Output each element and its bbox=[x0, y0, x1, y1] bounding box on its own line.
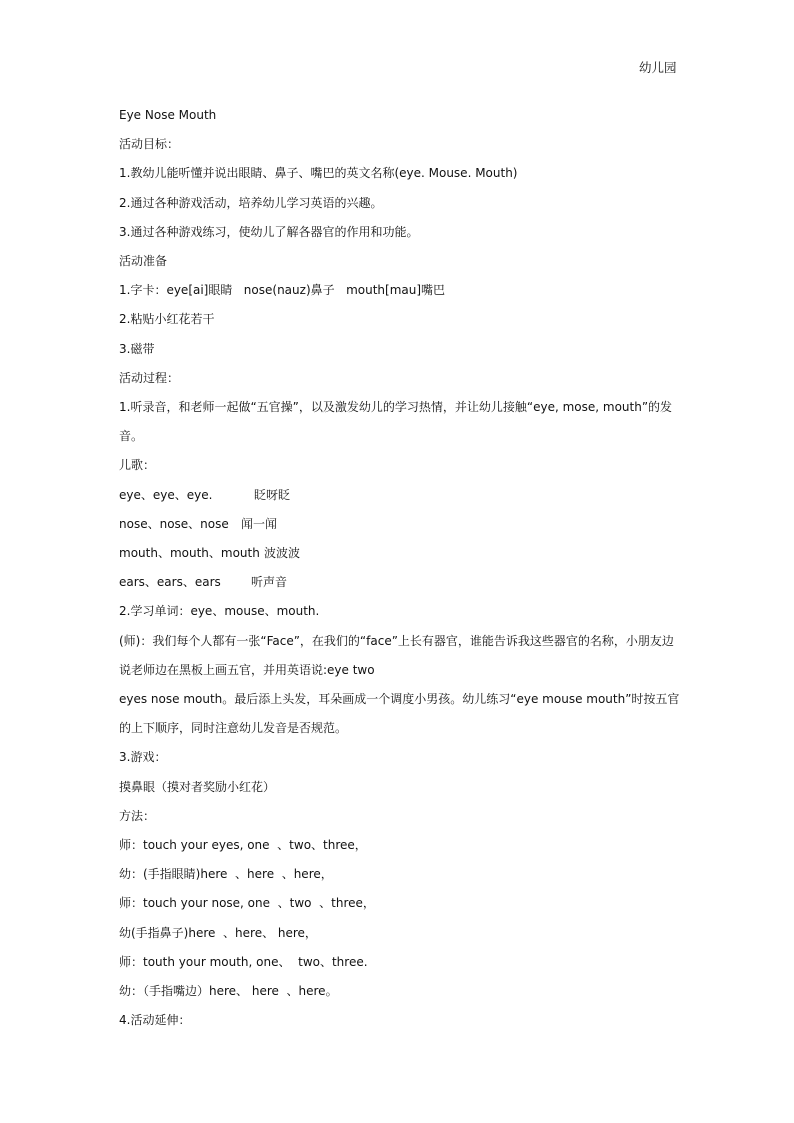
rhyme-chinese: 波波波 bbox=[264, 546, 301, 561]
rhyme-english: eye、eye、eye. bbox=[119, 487, 213, 502]
dialogue-line: 幼：（手指嘴边）here、 here 、here。 bbox=[119, 984, 338, 999]
rhyme-heading: 儿歌： bbox=[119, 458, 156, 473]
process-step-3: 3.游戏： bbox=[119, 750, 167, 765]
prep-heading: 活动准备 bbox=[119, 254, 168, 269]
rhyme-english: mouth、mouth、mouth bbox=[119, 546, 260, 561]
dialogue-line: 师：touch your eyes, one 、two、three， bbox=[119, 838, 367, 853]
dialogue-line: 师：touch your nose, one 、two 、three， bbox=[119, 896, 375, 911]
process-step-2: 2.学习单词：eye、mouse、mouth. bbox=[119, 604, 320, 619]
rhyme-line bbox=[119, 568, 684, 597]
teacher-paragraph-b: eyes nose mouth。最后添上头发，耳朵画成一个调度小男孩。幼儿练习“eye mouse mouth”时按五官的上下顺序，同时注意幼儿发音是否规范。 bbox=[119, 692, 680, 736]
prep-item-1: 1.字卡：eye[ai]眼睛 nose(nauz)鼻子 mouth[mau]嘴巴 bbox=[119, 283, 446, 298]
goals-heading: 活动目标： bbox=[119, 137, 180, 152]
dialogue-line: 幼(手指鼻子)here 、here、 here， bbox=[119, 925, 317, 940]
game-name: 摸鼻眼（摸对者奖励小红花） bbox=[119, 779, 276, 794]
dialogue-line: 师：touth your mouth, one、 two、three. bbox=[119, 954, 368, 969]
goal-item-3: 3.通过各种游戏练习，使幼儿了解各器官的作用和功能。 bbox=[119, 224, 419, 239]
rhyme-chinese: 闻一闻 bbox=[241, 516, 278, 531]
page-header: 幼儿园 bbox=[639, 60, 677, 75]
method-heading: 方法： bbox=[119, 808, 156, 823]
document-title: Eye Nose Mouth bbox=[119, 108, 217, 122]
goal-item-2: 2.通过各种游戏活动，培养幼儿学习英语的兴趣。 bbox=[119, 195, 383, 210]
rhyme-line bbox=[119, 481, 684, 510]
process-heading: 活动过程： bbox=[119, 370, 180, 385]
rhyme-english: nose、nose、nose bbox=[119, 516, 229, 531]
rhyme-chinese: 听声音 bbox=[251, 575, 288, 590]
process-step-1: 1.听录音，和老师一起做“五官操”，以及激发幼儿的学习热情，并让幼儿接触“eye, mose, mouth”的发音。 bbox=[119, 400, 673, 444]
rhyme-line bbox=[119, 539, 684, 568]
rhyme-chinese: 眨呀眨 bbox=[254, 487, 291, 502]
dialogue-line: 幼：(手指眼睛)here 、here 、here， bbox=[119, 867, 333, 882]
teacher-paragraph-a: (师)：我们每个人都有一张“Face”，在我们的“face”上长有器官，谁能告诉我这些器官的名称，小朋友边说老师边在黑板上画五官，并用英语说:eye two bbox=[119, 633, 674, 677]
document-body bbox=[119, 101, 684, 1036]
prep-item-3: 3.磁带 bbox=[119, 341, 155, 356]
process-step-4: 4.活动延伸： bbox=[119, 1013, 191, 1028]
rhyme-line bbox=[119, 510, 684, 539]
goal-item-1: 1.教幼儿能听懂并说出眼睛、鼻子、嘴巴的英文名称(eye. Mouse. Mouth) bbox=[119, 166, 518, 181]
prep-item-2: 2.粘贴小红花若干 bbox=[119, 312, 215, 327]
rhyme-english: ears、ears、ears bbox=[119, 575, 221, 590]
